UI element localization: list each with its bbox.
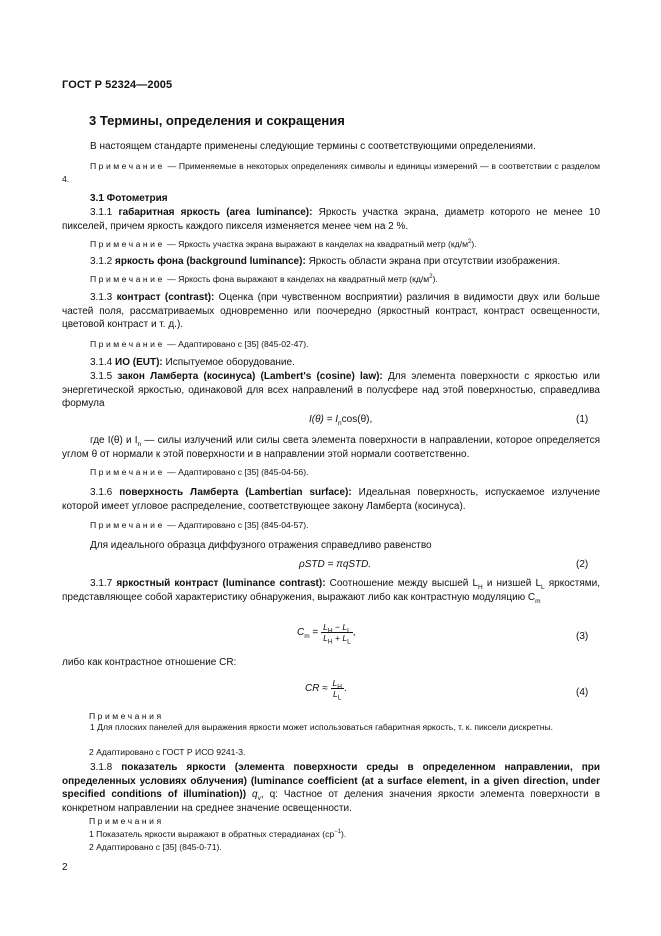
notes-1-item-1: 1 Для плоских панелей для выражения яркости может использоваться габаритная яркость, т. к. пиксели дискретны.	[90, 722, 554, 732]
note-3-1-2: Примечание — Яркость фона выражают в канделах на квадратный метр $(кд/м^2)$.	[90, 274, 438, 284]
notes-1-item-2: 2 Адаптировано с ГОСТ Р ИСО 9241-3.	[89, 747, 246, 757]
equation-3-number: (3)	[576, 631, 589, 642]
term-3-1-6: 3.1.6 поверхность Ламберта (Lambertian surface): Идеальная поверхность, испускаемое излучение которой имеет угловое распределение, соответствующее закону Ламберта (косинуса).	[62, 487, 601, 512]
term-3-1-1: 3.1.1 габаритная яркость (area luminance): Яркость участка экрана, диаметр которого не менее 10 пикселей, причем яркость каждого пикселя изменяется менее чем на 2 %.	[62, 207, 601, 232]
note-3-1-6: Примечание — Адаптировано с [35] (845-04-57).	[90, 520, 309, 530]
equation-3-fraction: $\frac{L_H - L_L}{L_H + L_L}$	[323, 622, 351, 646]
notes-label-1: Примечания	[89, 711, 164, 721]
equation-4-fraction: $\frac{L_H}{L_L}$	[332, 678, 342, 702]
term-3-1-4: 3.1.4 ИО (EUT): Испытуемое оборудование.	[90, 357, 295, 368]
term-3-1-8: 3.1.8 показатель яркости (элемента поверхности среды в определенном направлении, при определенных условиях облучения) (luminance coefficient (at a surface element, in a given direction, under specified conditions of illumination)) $q_v$, q: Частное от деления значения яркости элемента поверхности в конкретном направлении на среднее значение освещенности.	[62, 762, 601, 814]
note-3-1-1: Примечание — Яркость участка экрана выражают в канделах на квадратный метр $(кд/м^2)$.	[90, 239, 477, 249]
term-3-1-2: 3.1.2 яркость фона (background luminance): Яркость области экрана при отсутствии изображения.	[90, 256, 561, 267]
notes-label-2: Примечания	[89, 816, 164, 826]
notes-2-item-1: 1 Показатель яркости выражают в обратных стерадианах $(ср^{-1})$.	[89, 829, 347, 839]
equation-4: CR ≈ $\frac{L_H}{L_L}$ .	[305, 678, 347, 702]
subsection-photometry: 3.1 Фотометрия	[90, 193, 168, 204]
equation-1-explanation: где I(θ) и $I_n$ — силы излучений или силы света элемента поверхности в направлении, которое определяется углом θ от нормали к этой поверхности и в направлении этой нормали соответственно.	[62, 435, 601, 460]
equation-1-number: (1)	[576, 414, 589, 425]
note-3-1-3: Примечание — Адаптировано с [35] (845-02-47).	[90, 339, 309, 349]
term-3-1-5: 3.1.5 закон Ламберта (косинуса) (Lambert's (cosine) law): Для элемента поверхности с яркостью или энергетической яркостью, одинаковой для всех направлений в полусфере над этой поверхностью, справедлива формула	[62, 371, 601, 409]
ideal-sample-paragraph: Для идеального образца диффузного отражения справедливо равенство	[90, 540, 432, 551]
section-title: 3 Термины, определения и сокращения	[89, 113, 345, 128]
equation-2: ρSTD = πqSTD.	[299, 559, 372, 570]
document-header: ГОСТ Р 52324—2005	[62, 79, 173, 91]
equation-1: $I(\theta) = I_n\cos(\theta)$,	[309, 414, 373, 427]
contrast-ratio-intro: либо как контрастное отношение CR:	[62, 657, 237, 668]
equation-4-number: (4)	[576, 687, 589, 698]
equation-3: $C_m$ = $\frac{L_H - L_L}{L_H + L_L}$ ,	[297, 622, 356, 646]
term-3-1-7: 3.1.7 яркостный контраст (luminance contrast): Соотношение между высшей $L_H$ и низшей $L_L$ яркостями, представляющее собой характеристику обнаружения, выражают либо как контрастную модуляцию $C_m$	[62, 578, 600, 605]
term-3-1-3: 3.1.3 контраст (contrast): Оценка (при чувственном восприятии) различия в видимости двух или больше частей поля, рассматриваемых одновременно или поочередно (яркостный контраст, контраст освещенности, цветовой контраст и т. д.).	[62, 292, 600, 330]
note-intro: Примечание — Применяемые в некоторых определениях символы и единицы измерений — в соответствии с разделом 4.	[62, 161, 601, 184]
note-3-1-5: Примечание — Адаптировано с [35] (845-04-56).	[90, 467, 309, 477]
intro-paragraph: В настоящем стандарте применены следующие термины с соответствующими определениями.	[90, 141, 536, 152]
equation-2-number: (2)	[576, 559, 589, 570]
page-number: 2	[62, 862, 68, 873]
notes-2-item-2: 2 Адаптировано с [35] (845-0-71).	[89, 842, 222, 852]
